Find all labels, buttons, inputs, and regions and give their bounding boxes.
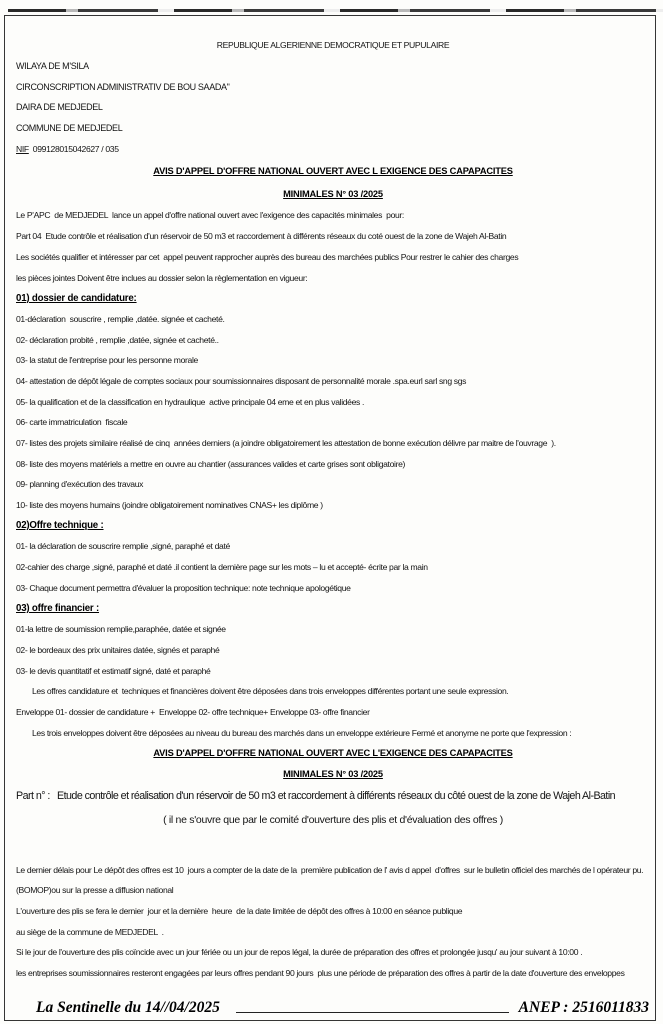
republic-header: REPUBLIQUE ALGERIENNE DEMOCRATIQUE ET PUPULAIRE bbox=[216, 40, 450, 51]
notice-title-line2 bbox=[16, 182, 650, 205]
body-line: 06- carte immatriculation fiscale bbox=[16, 417, 128, 428]
body-line: AVIS D'APPEL D'OFFRE NATIONAL OUVERT AVEC L'EXIGENCE DES CAPAPACITES bbox=[153, 748, 513, 759]
footer-divider-line bbox=[236, 1012, 509, 1013]
body-line: Les trois enveloppes doivent être déposées au niveau du bureau des marchés dans un enveloppe extérieure Fermé et anonyme ne porte que l'expression : bbox=[32, 727, 572, 738]
document-body bbox=[16, 205, 650, 983]
body-line: Part 04 Etude contrôle et réalisation d'un réservoir de 50 m3 et raccordement à différents réseaux du coté ouest de la zone de Wajeh Al-Batin bbox=[16, 231, 507, 242]
body-line: 01-déclaration souscrire , remplie ,datée. signée et cacheté. bbox=[16, 313, 225, 324]
org-line: CIRCONSCRIPTION ADMINISTRATIV DE BOU SAADA" bbox=[16, 81, 230, 92]
body-line: MINIMALES N° 03 /2025 bbox=[283, 769, 383, 780]
anep-reference: ANEP : 2516011833 bbox=[518, 999, 649, 1016]
org-line: WILAYA DE M'SILA bbox=[16, 61, 89, 72]
org-block bbox=[16, 56, 650, 139]
body-line: 07- listes des projets similaire réalisé de cinq années derniers (a joindre obligatoirement les attestation de bonne exécution délivre par maitre de l'ouvrage ). bbox=[16, 438, 556, 449]
notice-title-line1-text: AVIS D'APPEL D'OFFRE NATIONAL OUVERT AVEC L EXIGENCE DES CAPAPACITES bbox=[153, 165, 513, 176]
body-line: 02- déclaration probité , remplie ,datée, signée et cacheté.. bbox=[16, 334, 219, 345]
body-line: Enveloppe 01- dossier de candidature + Enveloppe 02- offre technique+ Enveloppe 03- offre financier bbox=[16, 706, 370, 717]
body-line: 03- Chaque document permettra d'évaluer la proposition technique: note technique apologétique bbox=[16, 582, 351, 593]
body-line: 10- liste des moyens humains (joindre obligatoirement nominatives CNAS+ les diplôme ) bbox=[16, 500, 323, 511]
body-line: Si le jour de l'ouverture des plis coïncide avec un jour fériée ou un jour de repos légal, la durée de préparation des offres et prolongée jusqu' au jour suivant à 10:00 . bbox=[16, 947, 583, 958]
publication-footer bbox=[14, 999, 649, 1017]
body-line: 02)Offre technique : bbox=[16, 520, 104, 532]
body-line: Part n° : Etude contrôle et réalisation d'un réservoir de 50 m3 et raccordement à différents réseaux du côté ouest de la zone de Wajeh Al-Batin bbox=[16, 790, 616, 803]
body-line: 01- la déclaration de souscrire remplie ,signé, paraphé et daté bbox=[16, 541, 230, 552]
body-line: 03) offre financier : bbox=[16, 603, 100, 615]
body-line: les pièces jointes Doivent être inclues au dossier selon la règlementation en vigueur: bbox=[16, 272, 308, 283]
body-line: L'ouverture des plis se fera le dernier jour et la dernière heure de la date limitée de dépôt des offres à 10:00 en séance publique bbox=[16, 906, 463, 917]
body-line: les entreprises soumissionnaires resteront engagées par leurs offres pendant 90 jours plus une période de préparation des offres à partir de la date d'ouverture des enveloppes bbox=[16, 968, 625, 979]
nif-value: 099128015042627 / 035 bbox=[32, 143, 119, 154]
body-line: 02- le bordeaux des prix unitaires datée, signés et paraphé bbox=[16, 644, 220, 655]
body-line: 09- planning d'exécution des travaux bbox=[16, 479, 144, 490]
body-line: 04- attestation de dépôt légale de comptes sociaux pour soumissionnaires disposant de personnalité morale .spa.eurl sarl sng sgs bbox=[16, 375, 467, 386]
body-line: 03- la statut de l'entreprise pour les personne morale bbox=[16, 355, 198, 366]
notice-title-line2-text: MINIMALES N° 03 /2025 bbox=[283, 188, 383, 199]
body-line: 01) dossier de candidature: bbox=[16, 292, 137, 304]
body-line: Les offres candidature et techniques et financières doivent être déposées dans trois enveloppes différentes portant une seule expression. bbox=[32, 686, 509, 697]
org-line: COMMUNE DE MEDJEDEL bbox=[16, 123, 123, 134]
org-line: DAIRA DE MEDJEDEL bbox=[16, 102, 103, 113]
body-line: (BOMOP)ou sur la presse a diffusion national bbox=[16, 885, 174, 896]
body-line: au siège de la commune de MEDJEDEL . bbox=[16, 926, 164, 937]
body-line: 03- le devis quantitatif et estimatif signé, daté et paraphé bbox=[16, 665, 211, 676]
body-line: Le dernier délais pour Le dépôt des offres est 10 jours a compter de la date de la première publication de l' avis d appel d'offres sur le bulletin officiel des marchés de l opérateur pu. bbox=[16, 864, 644, 875]
body-line: 01-la lettre de soumission remplie,paraphée, datée et signée bbox=[16, 624, 226, 635]
journal-name-date: La Sentinelle du 14//04/2025 bbox=[36, 999, 220, 1016]
body-line: 08- liste des moyens matériels a mettre en ouvre au chantier (assurances valides et carte grises sont obligatoire) bbox=[16, 458, 406, 469]
body-line: Le P'APC de MEDJEDEL lance un appel d'offre national ouvert avec l'exigence des capacités minimales pour: bbox=[16, 210, 404, 221]
body-line: 02-cahier des charge ,signé, paraphé et daté .il contient la dernière page sur les mots – lu et accepté- écrite par la main bbox=[16, 562, 428, 573]
page-content bbox=[4, 15, 656, 1021]
nif-line bbox=[16, 138, 650, 159]
notice-title-line1 bbox=[16, 159, 650, 182]
scan-artifact-top-line bbox=[8, 9, 663, 12]
body-line: 05- la qualification et de la classification en hydraulique active principale 04 eme et en plus validées . bbox=[16, 396, 365, 407]
body-line: ( il ne s'ouvre que par le comité d'ouverture des plis et d'évaluation des offres ) bbox=[163, 814, 503, 827]
nif-label: NIF bbox=[16, 143, 29, 154]
body-line: Les sociétés qualifier et intéresser par cet appel peuvent rapprocher auprès des bureau des marchées publics Pour restrer le cahier des charges bbox=[16, 251, 519, 262]
